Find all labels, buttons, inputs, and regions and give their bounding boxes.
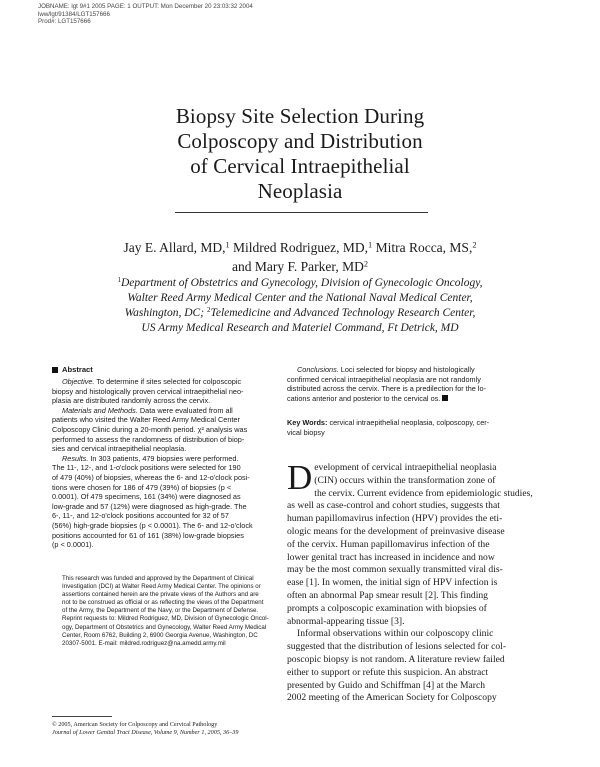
key-words-line: vical biopsy xyxy=(287,427,325,437)
affiliation-text: US Army Medical Research and Materiel Command, Ft Detrick, MD xyxy=(141,322,459,334)
abstract-text: In 303 patients, 479 biopsies were performed. xyxy=(88,453,239,463)
title-divider xyxy=(175,212,428,213)
body-line: of the cervix. Human papillomavirus infection of the xyxy=(287,538,490,550)
author-name: Jay E. Allard, MD, xyxy=(123,240,226,255)
footnote-line: Center, Room 6762, Building 2, 6900 Georgia Avenue, Washington, DC xyxy=(62,631,258,639)
affiliation-mark: 2 xyxy=(206,306,211,315)
affiliation-text: Telemedicine and Advanced Technology Research Center, xyxy=(210,307,476,319)
body-line: Informal observations within our colposcopy clinic xyxy=(297,628,494,640)
drop-cap: D xyxy=(287,458,313,497)
affiliation-text: Department of Obstetrics and Gynecology, Division of Gynecologic Oncology, xyxy=(121,277,483,289)
body-line: evelopment of cervical intraepithelial neoplasia xyxy=(314,462,497,473)
job-info-line: JOBNAME: lgt 9#1 2005 PAGE: 1 OUTPUT: Mon December 20 23:03:32 2004 xyxy=(38,3,253,10)
abstract-text: (p < 0.0001). xyxy=(52,540,94,550)
author-affiliation-mark: 2 xyxy=(472,240,477,250)
abstract-text: plasia are distributed randomly across the cervix. xyxy=(52,396,211,406)
footnote-line: of the Army, the Department of the Navy, or the Department of Defense. xyxy=(62,607,259,615)
job-info-line: Prod#: LGT157666 xyxy=(38,18,91,26)
author-line xyxy=(40,238,560,257)
author-name: Mitra Rocca, MS, xyxy=(372,240,473,255)
affiliation-line xyxy=(40,306,560,321)
footnote-line: 20307-5001. E-mail: mildred.rodriguez@na.amedd.army.mil xyxy=(62,639,226,647)
author-affiliation-mark: 2 xyxy=(363,259,369,269)
abstract-line xyxy=(52,540,271,550)
abstract-line xyxy=(52,396,271,406)
body-line: as well as case-control and cohort studies, suggests that xyxy=(287,500,500,512)
body-line: lower genital tract has increased in incidence and now xyxy=(287,551,495,563)
abstract-text: 6-, 11-, and 12-o'clock positions accounted for 32 of 57 xyxy=(52,511,229,521)
abstract-line xyxy=(52,492,271,502)
footnote-line: This research was funded and approved by the Department of Clinical xyxy=(62,575,254,582)
footer-divider xyxy=(52,716,112,717)
body-line: may be the most common sexually transmitted viral dis- xyxy=(287,564,503,576)
abstract-line xyxy=(52,425,271,435)
footnote-line: Investigation (DCI) at Walter Reed Army Medical Center. The opinions or xyxy=(62,583,261,591)
abstract-text: The 11-, 12-, and 1-o'clock positions were selected for 190 xyxy=(52,463,241,473)
abstract-body xyxy=(52,377,271,550)
affiliation-text: Washington, DC; xyxy=(124,307,207,319)
body-line: presented by Guido and Schiffman [4] at the March xyxy=(287,679,486,691)
footnote-line: Reprint requests to: Mildred Rodriguez, MD, Division of Gynecologic Oncol- xyxy=(62,615,269,623)
abstract-line xyxy=(52,387,271,397)
abstract-line xyxy=(52,483,271,493)
conclusions-line xyxy=(287,365,499,375)
abstract-text: low-grade and 57 (12%) were diagnosed as high-grade. The xyxy=(52,501,247,511)
body-line: ologic means for the development of preinvasive disease xyxy=(287,525,505,537)
body-line: 2002 meeting of the American Society for Colposcopy xyxy=(287,692,497,704)
conclusions-line: confirmed cervical intraepithelial neoplasia are not randomly xyxy=(287,374,481,384)
abstract-heading xyxy=(52,365,271,374)
abstract-section-label: Results. xyxy=(62,453,89,463)
end-square-icon xyxy=(442,395,448,401)
affiliation-line xyxy=(40,291,560,306)
author-list xyxy=(40,238,560,276)
affiliation-text: Walter Reed Army Medical Center and the National Naval Medical Center, xyxy=(127,292,473,304)
abstract-line xyxy=(52,521,271,531)
title-line: Colposcopy and Distribution xyxy=(177,129,423,153)
author-affiliation-mark: 1 xyxy=(368,240,373,250)
abstract-text: sies and cervical intraepithelial neoplasia. xyxy=(52,444,187,454)
abstract-line xyxy=(52,454,271,464)
body-line: abnormal-appearing tissue [3]. xyxy=(287,615,405,627)
job-info-line: lww/lgt/91384/LGT157666 xyxy=(38,10,110,18)
abstract-text: Colposcopy Clinic during a 20-month period. χ² analysis was xyxy=(52,424,248,434)
abstract-text: To determine if sites selected for colposcopic xyxy=(94,377,242,386)
body-line: poscopic biopsy is not random. A literature review failed xyxy=(287,653,505,665)
article-title xyxy=(60,104,540,204)
abstract-line xyxy=(52,415,271,425)
author-name: and Mary F. Parker, MD xyxy=(231,259,364,274)
conclusions-text: cations anterior and posterior to the cervical os. xyxy=(287,393,441,403)
key-words-text: cervical intraepithelial neoplasia, colposcopy, cer- xyxy=(327,418,490,427)
body-line: ease [1]. In women, the initial sign of HPV infection is xyxy=(287,577,498,589)
author-affiliation-mark: 1 xyxy=(225,240,230,250)
abstract-line xyxy=(52,511,271,521)
abstract-text: (56%) high-grade biopsies (p < 0.0001). The 6- and 12-o'clock xyxy=(52,520,253,530)
abstract-line xyxy=(52,377,271,387)
abstract-text: patients who visited the Walter Reed Army Medical Center xyxy=(52,415,240,425)
conclusions xyxy=(287,365,499,403)
abstract-text: tions were chosen for 186 of 479 (39%) of biopsies (p < xyxy=(52,482,232,492)
funding-footnote xyxy=(62,575,281,648)
copyright-line: © 2005, American Society for Colposcopy and Cervical Pathology xyxy=(52,721,218,728)
abstract-text: performed to assess the randomness of distribution of biop- xyxy=(52,434,245,444)
affiliation-line xyxy=(40,321,560,336)
abstract-text: positions accounted for 61 of 161 (38%) low-grade biopsies xyxy=(52,530,244,540)
abstract-line xyxy=(52,435,271,445)
title-line: Biopsy Site Selection During xyxy=(175,104,425,128)
footnote-line: ogy, Department of Obstetrics and Gynecology, Walter Reed Army Medical xyxy=(62,623,267,631)
abstract-line xyxy=(52,444,271,454)
key-words-line xyxy=(287,418,499,428)
affiliations xyxy=(40,276,560,336)
author-line xyxy=(40,257,560,276)
body-line: human papillomavirus infection (HPV) provides the eti- xyxy=(287,513,503,525)
conclusions-line: distributed across the cervix. There is a predilection for the lo- xyxy=(287,384,487,394)
square-bullet-icon xyxy=(52,367,58,373)
abstract-line xyxy=(52,406,271,416)
author-name: Mildred Rodriguez, MD, xyxy=(229,240,369,255)
conclusions-text: Loci selected for biopsy and histologically xyxy=(338,365,475,374)
abstract-line xyxy=(52,531,271,541)
body-text xyxy=(287,458,533,705)
abstract-text: biopsy and histologically proven cervical intraepithelial neo- xyxy=(52,386,244,396)
key-words-label: Key Words: xyxy=(287,418,328,427)
body-line: prompts a colposcopic examination with biopsies of xyxy=(287,602,487,614)
journal-citation: Journal of Lower Genital Tract Disease, Volume 9, Number 1, 2005, 36–39 xyxy=(52,729,239,736)
conclusions-label: Conclusions. xyxy=(297,365,339,374)
abstract-text: 0.0001). Of 479 specimens, 161 (34%) were diagnosed as xyxy=(52,492,241,502)
affiliation-mark: 1 xyxy=(117,276,121,285)
footnote-line: not to be construed as official or as reflecting the views of the Department xyxy=(62,599,264,607)
abstract-section-label: Objective. xyxy=(62,377,95,386)
conclusions-line xyxy=(287,394,499,404)
affiliation-line xyxy=(40,276,560,291)
job-info-header xyxy=(38,3,253,26)
abstract-line xyxy=(52,473,271,483)
abstract-line xyxy=(52,463,271,473)
abstract-text: of 479 (40%) of biopsies, whereas the 6- and 12-o'clock posi- xyxy=(52,472,250,482)
title-line: of Cervical Intraepithelial xyxy=(190,154,410,178)
body-line: either to support or refute this suspicion. An abstract xyxy=(287,666,489,678)
abstract-line xyxy=(52,502,271,512)
title-line: Neoplasia xyxy=(257,179,343,203)
key-words xyxy=(287,418,499,437)
body-line: the cervix. Current evidence from epidemiologic studies, xyxy=(314,487,533,499)
abstract-heading-label: Abstract xyxy=(62,365,93,374)
footnote-line: assertions contained herein are the private views of the Authors and are xyxy=(62,591,259,599)
abstract-section-label: Materials and Methods. xyxy=(62,405,138,415)
body-line: suggested that the distribution of lesions selected for col- xyxy=(287,641,507,653)
abstract-text: Data were evaluated from all xyxy=(137,405,233,415)
copyright-block xyxy=(52,721,238,737)
body-line: often an abnormal Pap smear result [2]. This finding xyxy=(287,589,488,601)
body-line: (CIN) occurs within the transformation zone of xyxy=(314,474,496,486)
